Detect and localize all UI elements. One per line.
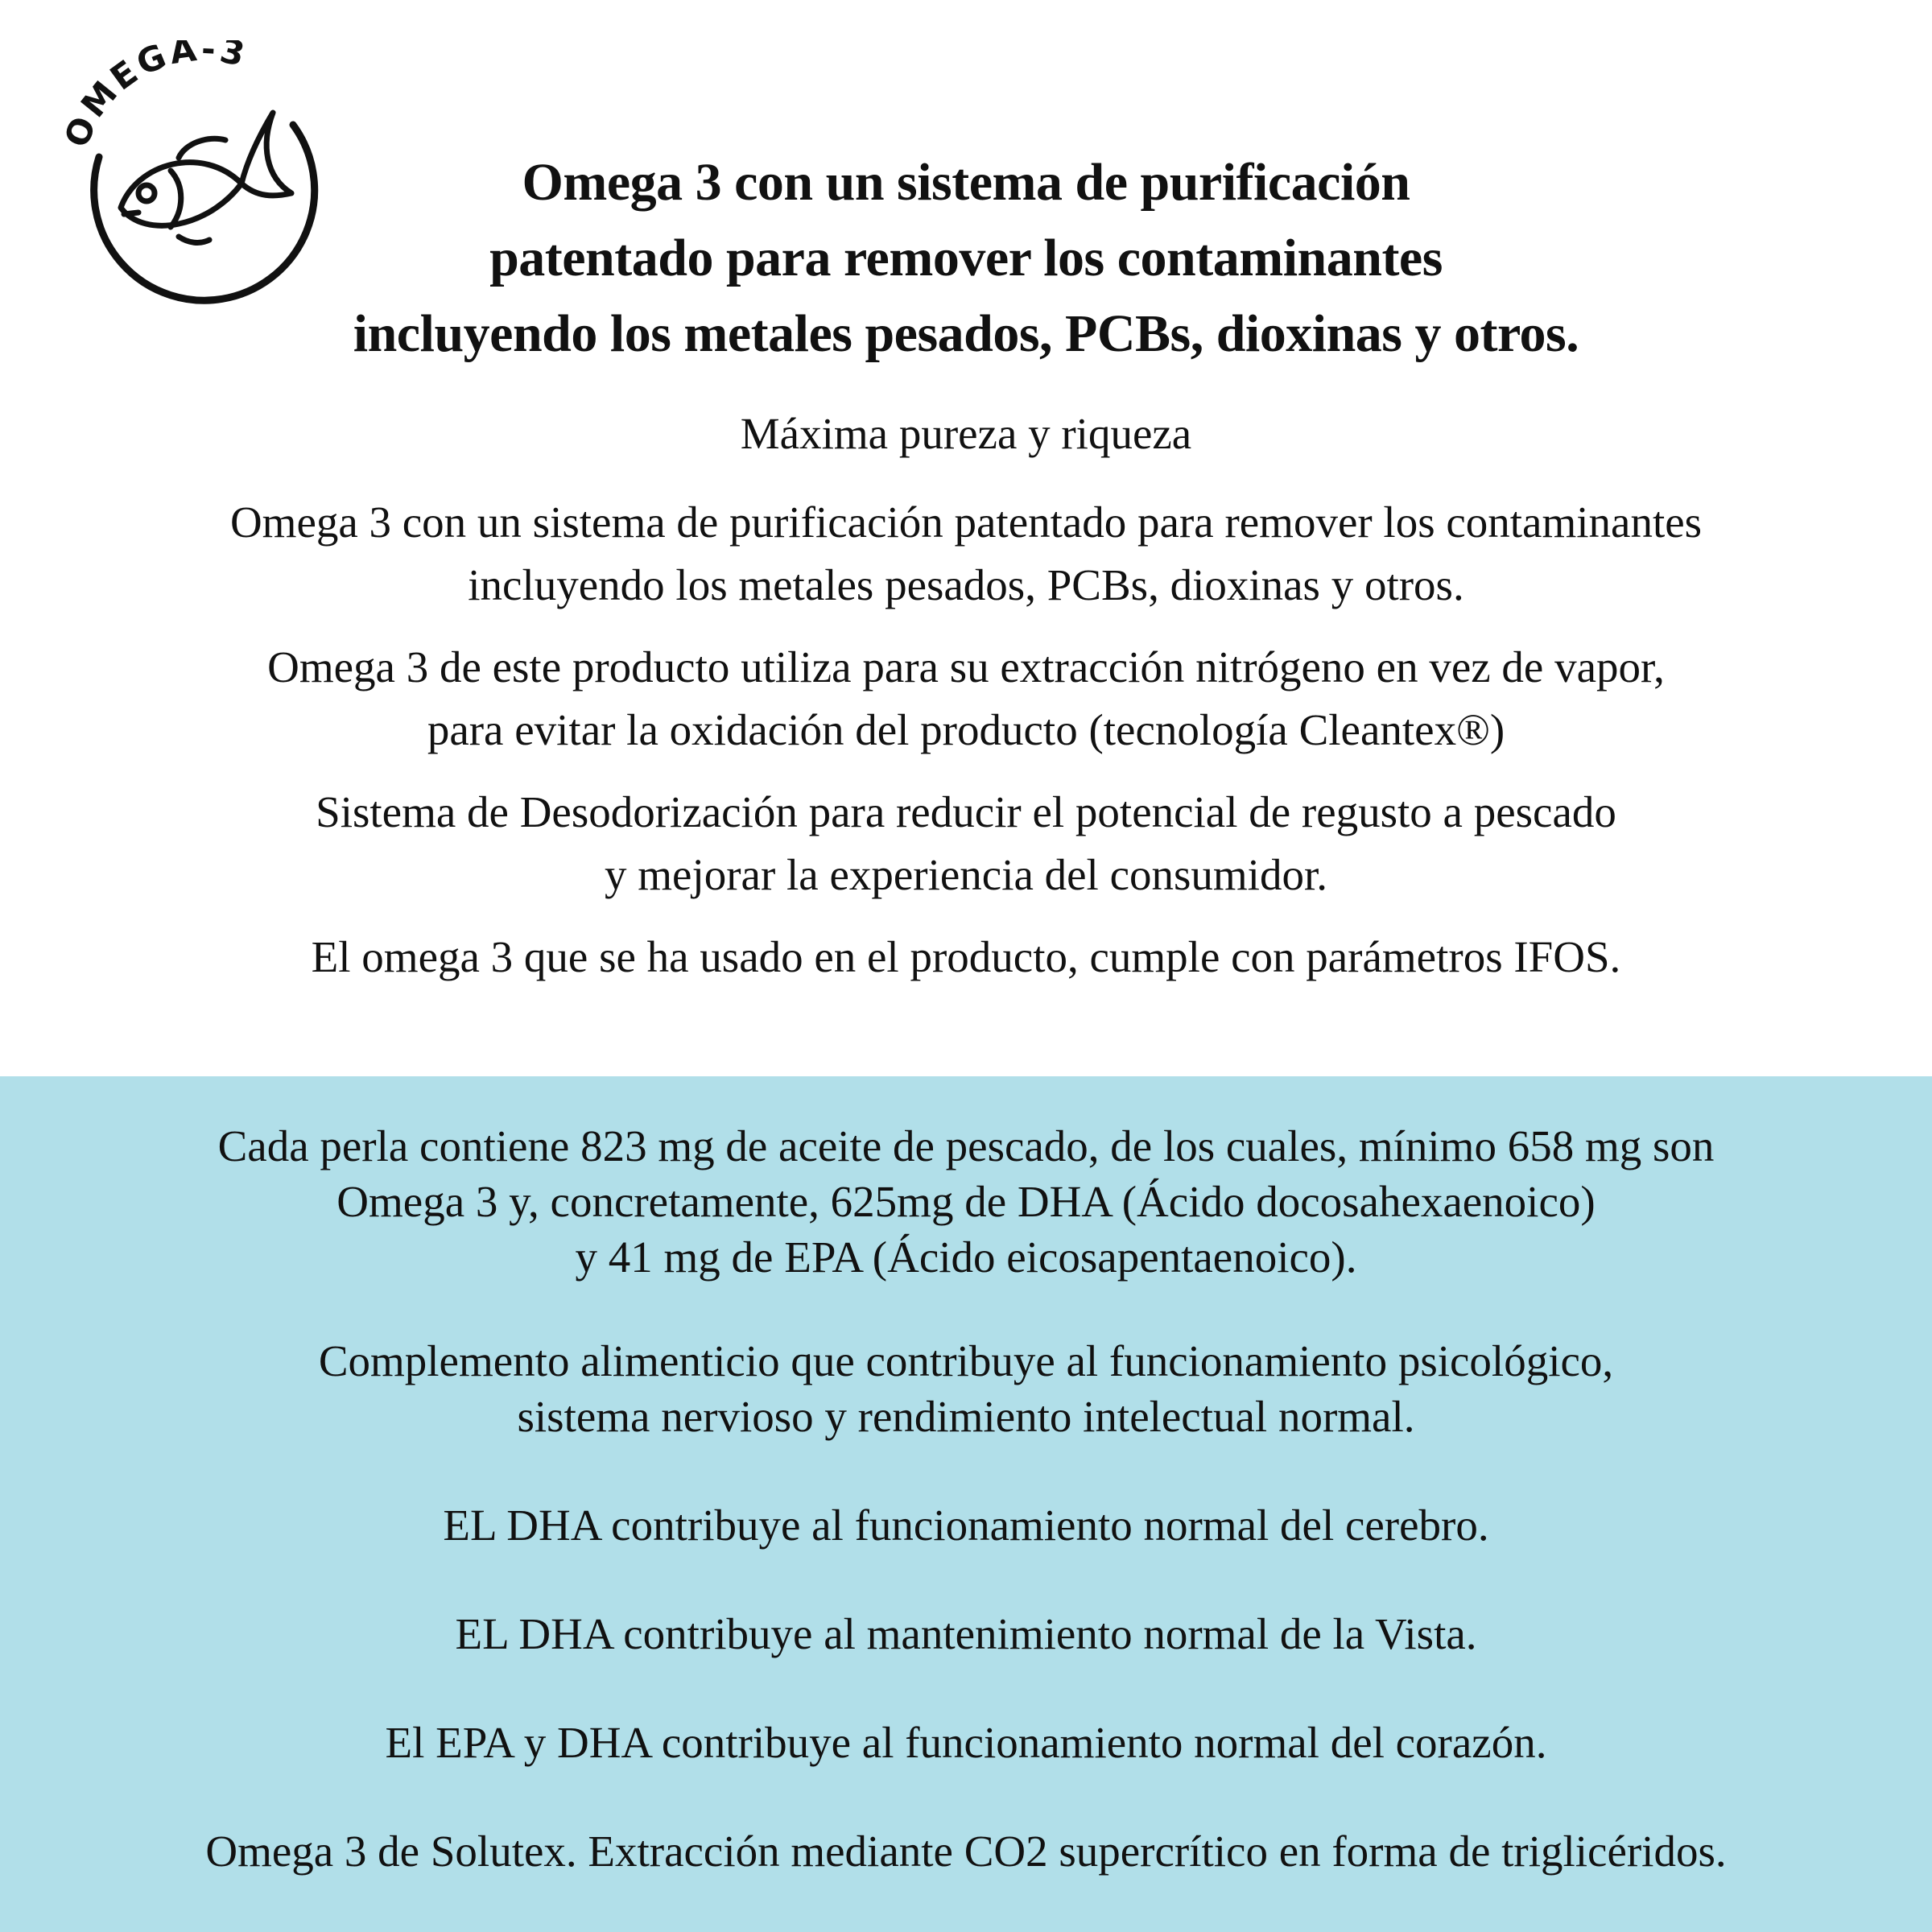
- intro-line: Sistema de Desodorización para reducir el potencial de regusto a pescado: [316, 787, 1616, 836]
- panel-line: EL DHA contribuye al funcionamiento normal del cerebro.: [443, 1501, 1489, 1550]
- intro-line: Omega 3 de este producto utiliza para su extracción nitrógeno en vez de vapor,: [267, 642, 1665, 691]
- panel-line: EL DHA contribuye al mantenimiento normal de la Vista.: [455, 1609, 1477, 1658]
- panel-paragraph: [0, 1715, 1932, 1770]
- panel-line: sistema nervioso y rendimiento intelectual normal.: [517, 1392, 1415, 1441]
- headline-line: Omega 3 con un sistema de purificación: [522, 153, 1410, 212]
- info-panel: [0, 1076, 1932, 1932]
- intro-line: incluyendo los metales pesados, PCBs, dioxinas y otros.: [468, 560, 1464, 609]
- intro-line: El omega 3 que se ha usado en el producto, cumple con parámetros IFOS.: [311, 932, 1621, 981]
- intro-subtitle: Máxima pureza y riqueza: [740, 409, 1192, 458]
- intro-section: [0, 402, 1932, 1008]
- panel-line: y 41 mg de EPA (Ácido eicosapentaenoico).: [575, 1232, 1357, 1282]
- panel-paragraph: [0, 1823, 1932, 1879]
- headline-line: patentado para remover los contaminantes: [489, 229, 1443, 287]
- info-panel-content: [0, 1118, 1932, 1879]
- intro-line: y mejorar la experiencia del consumidor.: [605, 850, 1327, 899]
- panel-line: Omega 3 y, concretamente, 625mg de DHA (Ácido docosahexaenoico): [336, 1177, 1596, 1226]
- intro-paragraph: [0, 926, 1932, 989]
- panel-line: El EPA y DHA contribuye al funcionamiento normal del corazón.: [385, 1718, 1547, 1767]
- intro-paragraph: [0, 781, 1932, 906]
- panel-paragraph: [0, 1118, 1932, 1285]
- intro-line: Omega 3 con un sistema de purificación patentado para remover los contaminantes: [229, 497, 1703, 547]
- panel-paragraph: [0, 1333, 1932, 1444]
- badge-label: [56, 40, 251, 153]
- intro-paragraph: [0, 491, 1932, 617]
- panel-paragraph: [0, 1497, 1932, 1553]
- headline: [0, 145, 1932, 372]
- intro-line: para evitar la oxidación del producto (tecnología Cleantex®): [427, 705, 1505, 754]
- headline-line: incluyendo los metales pesados, PCBs, dioxinas y otros.: [353, 304, 1579, 363]
- panel-line: Omega 3 de Solutex. Extracción mediante CO2 supercrítico en forma de triglicéridos.: [205, 1827, 1727, 1876]
- badge-label-text: OMEGA-3: [56, 40, 252, 153]
- panel-paragraph: [0, 1606, 1932, 1662]
- panel-line: Complemento alimenticio que contribuye al funcionamiento psicológico,: [318, 1336, 1614, 1385]
- panel-line: Cada perla contiene 823 mg de aceite de pescado, de los cuales, mínimo 658 mg son: [217, 1121, 1715, 1170]
- intro-paragraph: [0, 636, 1932, 762]
